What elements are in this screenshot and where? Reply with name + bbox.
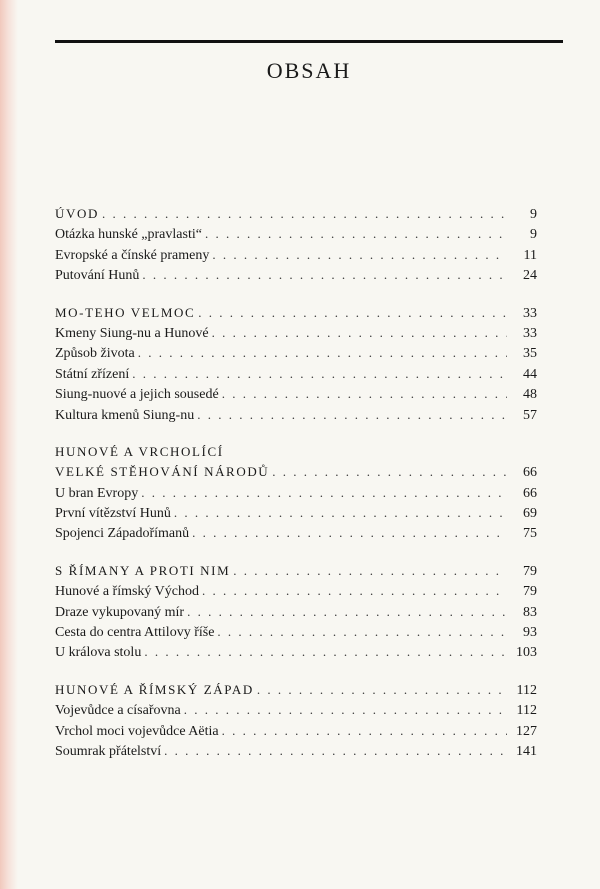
toc-page-number: 79 [523, 563, 537, 579]
toc-dot-leader [257, 680, 507, 700]
toc-section [55, 303, 537, 425]
toc-page-number: 127 [516, 723, 537, 739]
toc-page-number: 112 [516, 703, 537, 719]
toc-page-number: 11 [523, 247, 537, 263]
toc-entry-label: Putování Hunů [55, 268, 140, 284]
toc-entry-label: Spojenci Západořímanů [55, 526, 190, 542]
toc-dot-leader [233, 561, 507, 581]
toc-dot-leader [138, 343, 507, 363]
toc-entry-label: Otázka hunské „pravlasti“ [55, 227, 202, 243]
toc-subentry[interactable] [55, 523, 537, 543]
toc-dot-leader [212, 245, 507, 265]
toc-subentry[interactable] [55, 343, 537, 363]
toc-entry-label: Siung-nuové a jejich sousedé [55, 387, 219, 403]
toc-subentry[interactable] [55, 405, 537, 425]
toc-entry-label: Způsob života [55, 346, 135, 362]
toc-page-number: 24 [523, 268, 537, 284]
toc-subentry[interactable] [55, 483, 537, 503]
toc-entry-label: Draze vykupovaný mír [55, 604, 185, 620]
toc-dot-leader [222, 384, 507, 404]
toc-section [55, 680, 537, 762]
toc-subentry[interactable] [55, 224, 537, 244]
toc-entry-label: U bran Evropy [55, 485, 139, 501]
toc-subentry[interactable] [55, 721, 537, 741]
toc-entry-label: HUNOVÉ A ŘÍMSKÝ ZÁPAD [55, 681, 254, 697]
toc-dot-leader [102, 204, 507, 224]
toc-subentry[interactable] [55, 384, 537, 404]
toc-entry-label: Vojevůdce a císařovna [55, 703, 181, 719]
toc-page-number: 33 [523, 325, 537, 341]
toc-page-number: 83 [523, 604, 537, 620]
toc-page-number: 112 [516, 682, 537, 698]
toc-entry-label: MO-TEHO VELMOC [55, 304, 196, 320]
toc-dot-leader [187, 602, 507, 622]
toc-dot-leader [205, 224, 507, 244]
toc-subentry[interactable] [55, 700, 537, 720]
toc-page-number: 33 [523, 305, 537, 321]
toc-page-number: 9 [530, 227, 537, 243]
toc-page-number: 103 [516, 645, 537, 661]
toc-subentry[interactable] [55, 503, 537, 523]
toc-page-number: 66 [523, 465, 537, 481]
toc-subentry[interactable] [55, 581, 537, 601]
toc-entry-label: HUNOVÉ A VRCHOLÍCÍ [55, 443, 224, 459]
toc-dot-leader [222, 721, 507, 741]
toc-subentry[interactable] [55, 323, 537, 343]
toc-page-number: 48 [523, 387, 537, 403]
toc-entry-label: První vítězství Hunů [55, 506, 171, 522]
toc-chapter-entry[interactable] [55, 462, 537, 482]
toc-section [55, 442, 537, 544]
toc-subentry[interactable] [55, 642, 537, 662]
toc-chapter-entry[interactable] [55, 204, 537, 224]
toc-subentry[interactable] [55, 245, 537, 265]
toc-subentry[interactable] [55, 265, 537, 285]
toc-page-number: 93 [523, 625, 537, 641]
toc-dot-leader [272, 462, 507, 482]
toc-dot-leader [144, 642, 507, 662]
toc-dot-leader [164, 741, 507, 761]
toc-entry-label: ÚVOD [55, 206, 99, 221]
toc-chapter-entry[interactable] [55, 442, 537, 462]
toc-entry-label: Hunové a římský Východ [55, 584, 199, 600]
toc-entry-label: S ŘÍMANY A PROTI NIM [55, 562, 231, 578]
toc-entry-label: Evropské a čínské prameny [55, 247, 210, 263]
toc-dot-leader [197, 405, 507, 425]
toc-dot-leader [202, 581, 507, 601]
toc-dot-leader [132, 364, 507, 384]
toc-page-number: 66 [523, 485, 537, 501]
toc-dot-leader [184, 700, 507, 720]
toc-page-number: 141 [516, 743, 537, 759]
toc-page-number: 9 [530, 207, 537, 222]
page-edge-shading [0, 0, 18, 889]
toc-subentry[interactable] [55, 741, 537, 761]
table-of-contents [55, 204, 537, 778]
toc-section [55, 204, 537, 286]
toc-chapter-entry[interactable] [55, 680, 537, 700]
toc-section [55, 561, 537, 663]
page-title: OBSAH [266, 58, 352, 83]
toc-dot-leader [174, 503, 507, 523]
toc-entry-label: Soumrak přátelství [55, 743, 162, 759]
toc-entry-label: VELKÉ STĚHOVÁNÍ NÁRODŮ [55, 464, 270, 480]
toc-page-number: 75 [523, 526, 537, 542]
toc-entry-label: Kultura kmenů Siung-nu [55, 407, 195, 423]
toc-dot-leader [142, 265, 507, 285]
toc-entry-label: Kmeny Siung-nu a Hunové [55, 325, 209, 341]
toc-subentry[interactable] [55, 622, 537, 642]
toc-dot-leader [212, 323, 507, 343]
top-rule [55, 40, 563, 43]
toc-entry-label: Cesta do centra Attilovy říše [55, 625, 215, 641]
toc-dot-leader [141, 483, 507, 503]
toc-entry-label: Státní zřízení [55, 366, 130, 382]
toc-page-number: 35 [523, 346, 537, 362]
toc-chapter-entry[interactable] [55, 561, 537, 581]
toc-entry-label: Vrchol moci vojevůdce Aëtia [55, 723, 219, 739]
toc-page-number: 57 [523, 407, 537, 423]
toc-entry-label: U králova stolu [55, 645, 142, 661]
toc-dot-leader [198, 303, 507, 323]
toc-dot-leader [192, 523, 507, 543]
toc-page-number: 69 [523, 506, 537, 522]
toc-page-number: 79 [523, 584, 537, 600]
toc-chapter-entry[interactable] [55, 303, 537, 323]
toc-subentry[interactable] [55, 364, 537, 384]
toc-page-number: 44 [523, 366, 537, 382]
toc-subentry[interactable] [55, 602, 537, 622]
toc-dot-leader [217, 622, 507, 642]
